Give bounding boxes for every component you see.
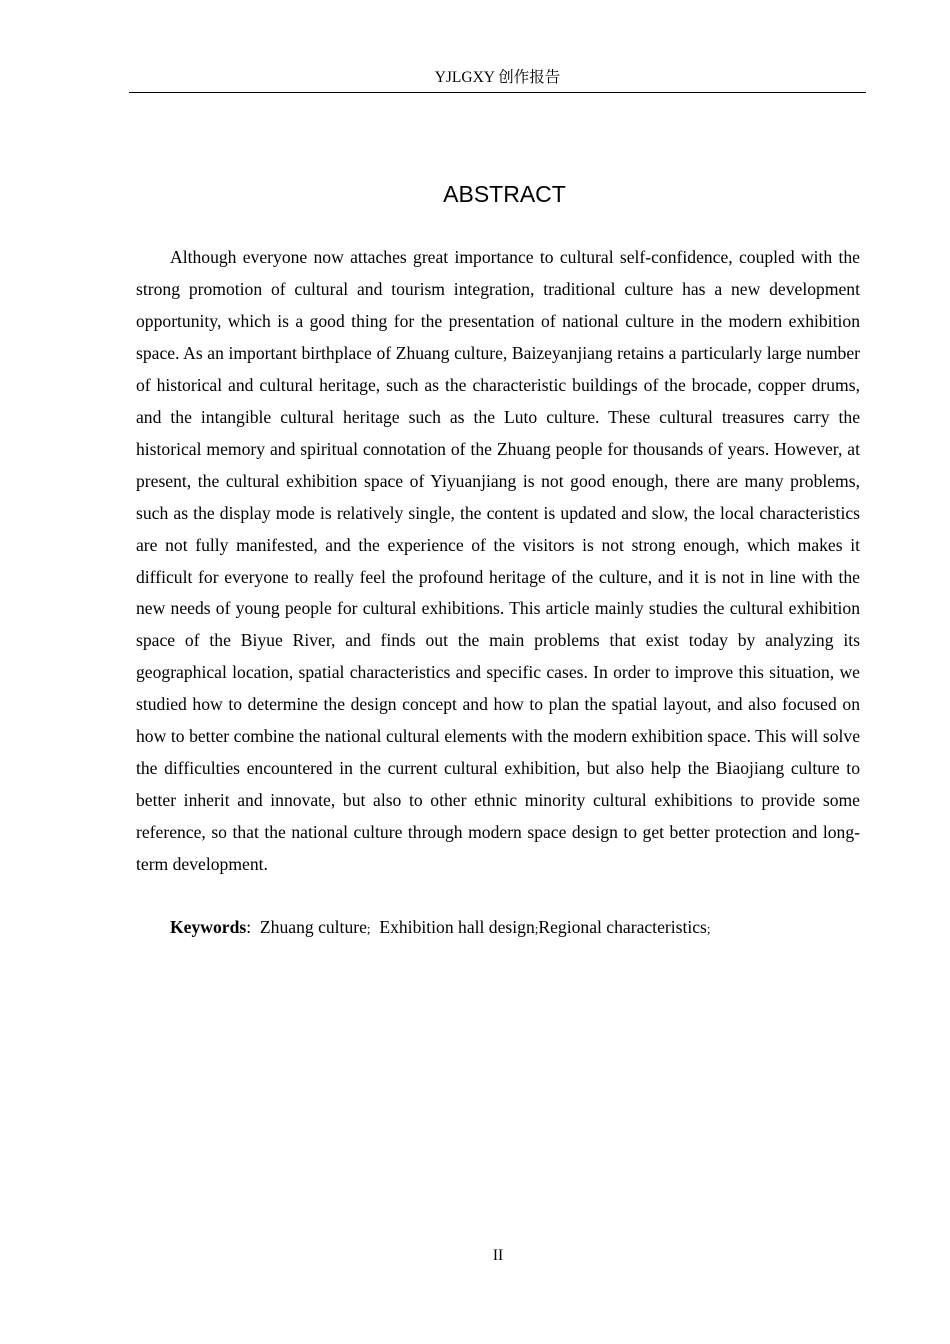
keywords-colon: : (246, 917, 252, 937)
abstract-body: Although everyone now attaches great importance to cultural self-confidence, coupled with the strong promotion of cultural and tourism integration, traditional culture has a new development opportunity, which is a good thing for the presentation of national culture in the modern exhibition space. As an important birthplace of Zhuang culture, Baizeyanjiang retains a particularly large number of historical and cultural heritage, such as the characteristic buildings of the brocade, copper drums, and the intangible cultural heritage such as the Luto culture. These cultural treasures carry the historical memory and spiritual connotation of the Zhuang people for thousands of years. However, at present, the cultural exhibition space of Yiyuanjiang is not good enough, there are many problems, such as the display mode is relatively single, the content is updated and slow, the local characteristics are not fully manifested, and the experience of the visitors is not strong enough, which makes it difficult for everyone to really feel the profound heritage of the culture, and it is not in line with the new needs of young people for cultural exhibitions. This article mainly studies the cultural exhibition space of the Biyue River, and finds out the main problems that exist today by analyzing its geographical location, spatial characteristics and specific cases. In order to improve this situation, we studied how to determine the design concept and how to plan the spatial layout, and also focused on how to better combine the national cultural elements with the modern exhibition space. This will solve the difficulties encountered in the current cultural exhibition, but also help the Biaojiang culture to better inherit and innovate, but also to other ethnic minority cultural exhibitions to provide some reference, so that the national culture through modern space design to get better protection and long-term development. (136, 247, 860, 875)
page-header (129, 66, 866, 93)
header-text: YJLGXY 创作报告 (434, 69, 561, 86)
keyword-separator: ; (366, 921, 371, 936)
keyword-item: Zhuang culture (259, 917, 367, 937)
keywords-line (136, 912, 860, 945)
keyword-separator: ; (706, 921, 711, 936)
abstract-title: ABSTRACT (443, 181, 566, 207)
keyword-separator: ; (534, 921, 539, 936)
keywords-label: Keywords (170, 917, 247, 937)
keyword-item: Regional characteristics (538, 917, 707, 937)
page-number: II (492, 1247, 504, 1264)
keyword-item: Exhibition hall design (379, 917, 535, 937)
